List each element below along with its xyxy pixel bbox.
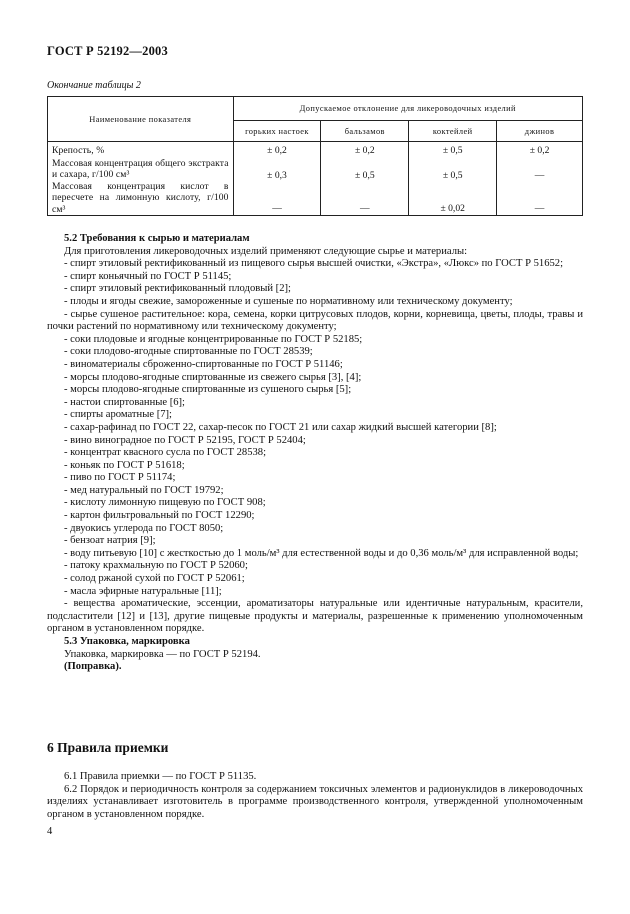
list-item: - плоды и ягоды свежие, замороженные и сушеные по нормативному или техническому документу; (64, 295, 513, 307)
list-item: - вещества ароматические, эссенции, ароматизаторы натуральные или идентичные натуральным, красители, подсластители [12] и [13], другие пищевые продукты и материалы, разрешенные к применению уполномоченным органом в установленном порядке. (47, 598, 583, 635)
paragraph: Для приготовления ликероводочных изделий применяют следующие сырье и материалы: (64, 245, 468, 257)
deviation-table (47, 96, 583, 216)
row-label: Массовая концентрация общего экстракта и сахара, г/100 см³ (48, 156, 234, 181)
list-item: - соки плодово-ягодные спиртованные по ГОСТ 28539; (64, 346, 313, 358)
list-item: - масла эфирные натуральные [11]; (64, 585, 222, 597)
document-header: ГОСТ Р 52192—2003 (47, 44, 168, 58)
cell-value: — (497, 181, 583, 215)
paragraph: 6.2 Порядок и периодичность контроля за содержанием токсичных элементов и радионуклидов в ликероводочных изделиях устанавливает изготовитель в программе производственного контроля, утвержденной уполномоченным органом в установленном порядке. (47, 783, 583, 820)
cell-value: ± 0,5 (321, 156, 409, 181)
paragraph: 6.1 Правила приемки — по ГОСТ Р 51135. (64, 771, 257, 782)
list-item: - двуокись углерода по ГОСТ 8050; (64, 522, 224, 534)
col-group-header: Допускаемое отклонение для ликероводочных изделий (233, 97, 582, 121)
cell-value: ± 0,02 (409, 181, 497, 215)
list-item: - сахар-рафинад по ГОСТ 22, сахар-песок по ГОСТ 21 или сахар жидкий высшей категории [8]; (64, 421, 497, 433)
section-heading: 5.3 Упаковка, маркировка (64, 636, 190, 647)
page-number: 4 (47, 826, 53, 837)
list-item: - спирт этиловый ректификованный из пищевого сырья высшей очистки, «Экстра», «Люкс» по ГОСТ Р 51652; (64, 258, 564, 270)
list-item: - морсы плодово-ягодные спиртованные из сушеного сырья [5]; (64, 384, 352, 396)
list-item: - спирт этиловый ректификованный плодовый [2]; (64, 283, 291, 295)
table-row (48, 142, 583, 157)
list-item: - воду питьевую [10] с жесткостью до 1 моль/м³ для естественной воды и до 0,36 моль/м³ для исправленной воды; (64, 547, 579, 559)
cell-value: — (497, 156, 583, 181)
section-heading: 6 Правила приемки (47, 740, 169, 755)
cell-value: ± 0,5 (409, 156, 497, 181)
cell-value: — (233, 181, 321, 215)
list-item: - мед натуральный по ГОСТ 19792; (64, 484, 224, 496)
list-item: - спирты ароматные [7]; (64, 409, 172, 421)
cell-value: ± 0,5 (409, 142, 497, 157)
subcol-header: коктейлей (409, 121, 497, 142)
row-label: Крепость, % (48, 142, 234, 157)
list-item: - спирт коньячный по ГОСТ Р 51145; (64, 270, 232, 282)
section-5-2 (47, 233, 583, 674)
table-caption: Окончание таблицы 2 (47, 80, 141, 91)
list-item: - сырье сушеное растительное: кора, семена, корки цитрусовых плодов, корни, корневища, цветы, плоды, травы и почки растений по нормативному или техническому документу; (47, 308, 583, 333)
correction-note: (Поправка). (64, 661, 122, 673)
row-label: Массовая концентрация кислот в пересчете на лимонную кислоту, г/100 см³ (48, 181, 234, 215)
subcol-header: горьких настоек (233, 121, 321, 142)
cell-value: ± 0,2 (497, 142, 583, 157)
table-row (48, 156, 583, 181)
subcol-header: бальзамов (321, 121, 409, 142)
list-item: - концентрат квасного сусла по ГОСТ 28538; (64, 447, 267, 459)
list-item: - виноматериалы сброженно-спиртованные по ГОСТ Р 51146; (64, 358, 343, 370)
section-heading: 5.2 Требования к сырью и материалам (64, 233, 250, 244)
list-item: - вино виноградное по ГОСТ Р 52195, ГОСТ Р 52404; (64, 434, 306, 446)
table-row (48, 181, 583, 215)
paragraph: Упаковка, маркировка — по ГОСТ Р 52194. (64, 648, 261, 660)
materials-list (47, 258, 583, 636)
list-item: - пиво по ГОСТ Р 51174; (64, 472, 176, 484)
cell-value: — (321, 181, 409, 215)
list-item: - соки плодовые и ягодные концентрированные по ГОСТ Р 52185; (64, 333, 363, 345)
cell-value: ± 0,2 (233, 142, 321, 157)
list-item: - патоку крахмальную по ГОСТ Р 52060; (64, 560, 248, 572)
list-item: - коньяк по ГОСТ Р 51618; (64, 459, 185, 471)
cell-value: ± 0,3 (233, 156, 321, 181)
section-6 (47, 771, 583, 821)
list-item: - бензоат натрия [9]; (64, 535, 156, 547)
subcol-header: джинов (497, 121, 583, 142)
list-item: - кислоту лимонную пищевую по ГОСТ 908; (64, 497, 266, 509)
list-item: - солод ржаной сухой по ГОСТ Р 52061; (64, 573, 245, 585)
list-item: - картон фильтровальный по ГОСТ 12290; (64, 510, 255, 522)
list-item: - настои спиртованные [6]; (64, 396, 186, 408)
list-item: - морсы плодово-ягодные спиртованные из свежего сырья [3], [4]; (64, 371, 362, 383)
cell-value: ± 0,2 (321, 142, 409, 157)
col-indicator-header: Наименование показателя (48, 97, 234, 142)
